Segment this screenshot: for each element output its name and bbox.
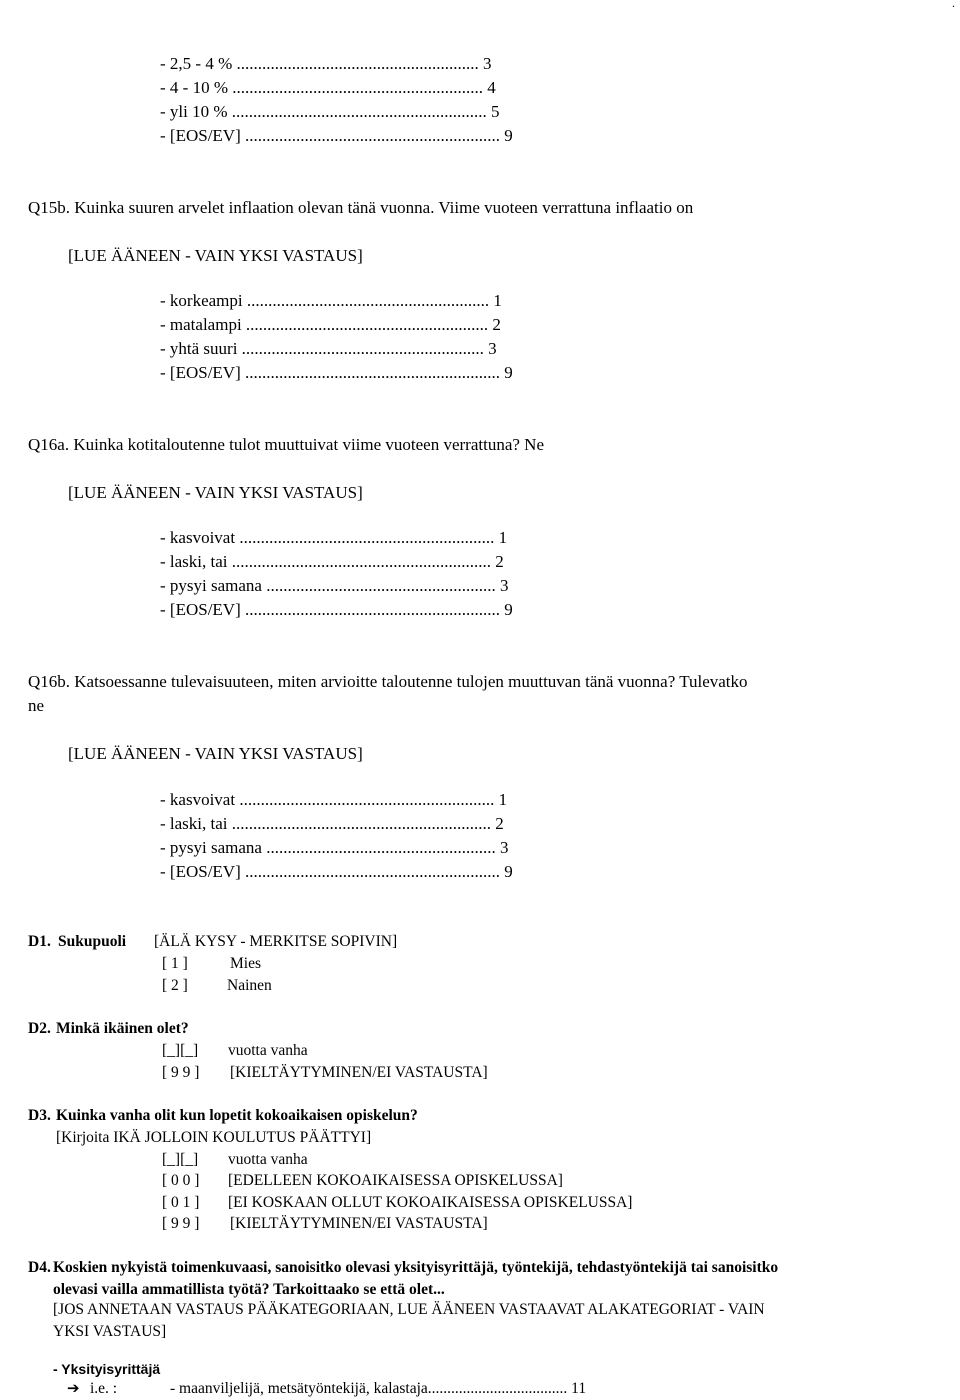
question-text: Kuinka vanha olit kun lopetit kokoaikaisen opiskelun? — [56, 1107, 418, 1124]
answer-code: [ 1 ] — [162, 955, 188, 972]
answer-text: Nainen — [227, 977, 272, 994]
question-label: D1. — [28, 933, 51, 950]
answer-code: [ 9 9 ] — [162, 1215, 200, 1232]
option-item: - 2,5 - 4 % ......................................................... 3 — [160, 54, 492, 73]
option-item: - kasvoivat ............................................................ 1 — [160, 528, 508, 547]
ie-label: i.e. : — [90, 1380, 118, 1397]
answer-text: [KIELTÄYTYMINEN/EI VASTAUSTA] — [230, 1064, 488, 1081]
option-item: - pysyi samana ...................................................... 3 — [160, 838, 509, 857]
question-label: D2. — [28, 1020, 51, 1037]
answer-code: [ 9 9 ] — [162, 1064, 200, 1081]
option-item: - laski, tai ............................................................. 2 — [160, 814, 504, 833]
option-item: - yhtä suuri ......................................................... 3 — [160, 339, 497, 358]
answer-code: [_][_] — [162, 1151, 199, 1168]
question-text: Sukupuoli — [58, 933, 127, 950]
option-item: - [EOS/EV] ............................................................ 9 — [160, 862, 513, 881]
option-item: - korkeampi ......................................................... 1 — [160, 291, 502, 310]
option-item: - 4 - 10 % ........................................................... 4 — [160, 78, 496, 97]
corner-mark: . — [952, 0, 955, 10]
question-text-continued: ne — [28, 696, 45, 715]
answer-text: vuotta vanha — [228, 1042, 308, 1059]
question-text-continued: olevasi vailla ammatillista työtä? Tarkoittaako se että olet... — [53, 1281, 445, 1298]
interviewer-instruction: [LUE ÄÄNEEN - VAIN YKSI VASTAUS] — [68, 246, 363, 265]
question-text: Koskien nykyistä toimenkuvaasi, sanoisitko olevasi yksityisyrittäjä, työntekijä, tehdastyöntekijä tai sanoisitko — [53, 1259, 779, 1276]
option-item: - [EOS/EV] ............................................................ 9 — [160, 600, 513, 619]
answer-text: [KIELTÄYTYMINEN/EI VASTAUSTA] — [230, 1215, 488, 1232]
answer-text: [EDELLEEN KOKOAIKAISESSA OPISKELUSSA] — [228, 1172, 563, 1189]
interviewer-instruction: [LUE ÄÄNEEN - VAIN YKSI VASTAUS] — [68, 744, 363, 763]
answer-code: [ 0 0 ] — [162, 1172, 200, 1189]
category-heading: - Yksityisyrittäjä — [53, 1361, 161, 1377]
option-item: - laski, tai ............................................................. 2 — [160, 552, 504, 571]
option-item: - [EOS/EV] ............................................................ 9 — [160, 363, 513, 382]
arrow-right-icon: ➔ — [67, 1380, 80, 1397]
answer-code: [ 2 ] — [162, 977, 188, 994]
answer-text: Mies — [230, 955, 261, 972]
option-item: - pysyi samana ...................................................... 3 — [160, 576, 509, 595]
option-item: - kasvoivat ............................................................ 1 — [160, 790, 508, 809]
interviewer-instruction: [JOS ANNETAAN VASTAUS PÄÄKATEGORIAAN, LUE ÄÄNEEN VASTAAVAT ALAKATEGORIAT - VAIN — [53, 1301, 765, 1318]
sub-option-item: - maanviljelijä, metsätyöntekijä, kalastaja.................................... 11 — [170, 1380, 587, 1397]
option-item: - [EOS/EV] ............................................................ 9 — [160, 126, 513, 145]
question-text: Minkä ikäinen olet? — [56, 1020, 189, 1037]
question-label: D3. — [28, 1107, 51, 1124]
question-text: Q16b. Katsoessanne tulevaisuuteen, miten arvioitte taloutenne tulojen muuttuvan tänä vuonna? Tulevatko — [28, 672, 748, 691]
interviewer-instruction: [LUE ÄÄNEEN - VAIN YKSI VASTAUS] — [68, 483, 363, 502]
question-label: D4. — [28, 1259, 51, 1276]
interviewer-instruction-continued: YKSI VASTAUS] — [53, 1323, 167, 1340]
option-item: - matalampi ......................................................... 2 — [160, 315, 501, 334]
answer-code: [ 0 1 ] — [162, 1194, 200, 1211]
answer-text: [EI KOSKAAN OLLUT KOKOAIKAISESSA OPISKELUSSA] — [228, 1194, 633, 1211]
question-text: Q16a. Kuinka kotitaloutenne tulot muuttuivat viime vuoteen verrattuna? Ne — [28, 435, 545, 454]
question-text: Q15b. Kuinka suuren arvelet inflaation olevan tänä vuonna. Viime vuoteen verrattuna inflaatio on — [28, 198, 694, 217]
interviewer-instruction: [Kirjoita IKÄ JOLLOIN KOULUTUS PÄÄTTYI] — [56, 1129, 372, 1146]
option-item: - yli 10 % ............................................................ 5 — [160, 102, 500, 121]
answer-text: vuotta vanha — [228, 1151, 308, 1168]
interviewer-instruction: [ÄLÄ KYSY - MERKITSE SOPIVIN] — [154, 933, 398, 950]
answer-code: [_][_] — [162, 1042, 199, 1059]
